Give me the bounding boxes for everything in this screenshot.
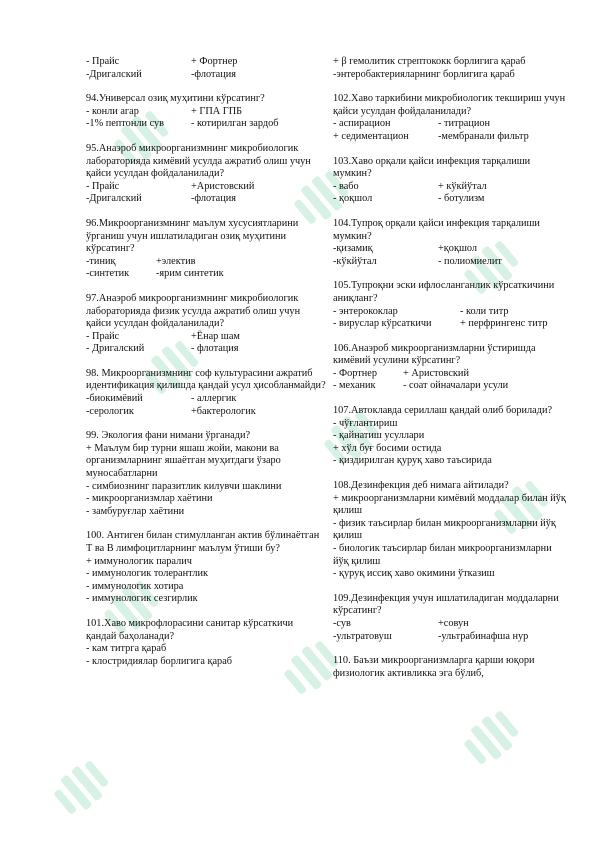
answer-option: -серологик <box>86 405 134 417</box>
answer-option: + седиментацион <box>333 130 409 142</box>
answer-pair <box>333 618 569 631</box>
answer-option: +совун <box>438 617 469 629</box>
answer-option: - Дригалский <box>86 343 145 355</box>
answer-option: - Прайс <box>86 330 120 342</box>
answer-option: -қизамиқ <box>333 243 373 255</box>
answer-option: -ультратовуш <box>333 630 392 642</box>
answer-option: - клостридиялар борлигига қараб <box>86 655 233 667</box>
answer-option: +Аристовский <box>191 180 255 192</box>
answer-option: - замбуруғлар хаётини <box>86 505 185 517</box>
question-text: 105.Тупроқни эски ифлосланганлик кўрсаткичини аниқланг? <box>333 280 555 304</box>
answer-option: - соат ойначалари усули <box>403 380 509 392</box>
answer-option: -1% пептонли сув <box>86 118 165 130</box>
answer-option: - аллергик <box>191 393 237 405</box>
answer-option: - физик таъсирлар билан микроорганизмларни йўқ қилиш <box>333 517 556 542</box>
answer-option: - коли титр <box>460 305 509 317</box>
answer-option: - иммунологик сезгирлик <box>86 593 198 605</box>
answer-option: - микроорганизмлар хаётини <box>86 493 213 505</box>
answer-option: -энтеробактерияларнинг борлигига қараб <box>333 68 515 80</box>
question-block <box>86 618 326 668</box>
question-block <box>86 218 326 281</box>
question-block <box>333 56 569 81</box>
answer-pair <box>86 106 326 119</box>
answer-pair <box>86 343 326 356</box>
question-text: 100. Антиген билан стимулланган актив бўлинаётган Т ва В лимфоцитларнинг маълум ўтиши бу? <box>86 530 320 554</box>
question-text: 95.Анаэроб микроорганизмнинг микробиологик лабораторияда кимёвий усулда ажратиб олиш учун қайси усулдан фойдаланилади? <box>86 142 311 180</box>
question-text: 97.Анаэроб микроорганизмнинг микробиологик лабораторияда физик усулда ажратиб олиш учун қайси усулдан фойдаланилади? <box>86 292 301 330</box>
question-text: 109.Дезинфекция учун ишлатиладиган моддаларни кўрсатинг? <box>333 592 559 617</box>
answer-option: + перфрингенс титр <box>460 318 548 330</box>
question-block <box>333 156 569 206</box>
answer-option: + кўкйўтал <box>438 180 487 192</box>
answer-pair <box>86 406 326 419</box>
answer-option: - вабо <box>333 180 359 192</box>
answer-option: - Фортнер <box>333 367 378 379</box>
answer-option: - титрацион <box>438 118 491 130</box>
answer-pair <box>333 318 569 331</box>
answer-pair <box>86 56 326 69</box>
answer-option: - полиомиелит <box>438 255 502 267</box>
answer-option: - флотация <box>191 343 239 355</box>
answer-option: -синтетик <box>86 268 130 280</box>
answer-pair <box>86 268 326 281</box>
answer-option: + Фортнер <box>191 56 238 67</box>
answer-option: - котирилган зардоб <box>191 118 279 130</box>
question-block <box>86 56 326 81</box>
question-text: 110. Баъзи микроорганизмларга қарши юқори физиологик активликка эга бўлиб, <box>333 655 535 679</box>
question-block <box>86 93 326 131</box>
question-block <box>333 480 569 581</box>
answer-option: - ботулизм <box>438 193 485 205</box>
question-text: 108.Дезинфекция деб нимага айтилади? <box>333 480 509 492</box>
question-text: 107.Автоклавда сериллаш қандай олиб борилади? <box>333 405 553 417</box>
question-text: 98. Микроорганизмнинг соф культурасини ажратиб идентификация қилишда қандай усул ҳисобланмайди? <box>86 367 326 392</box>
answer-option: - қоқшол <box>333 193 373 205</box>
answer-pair <box>86 256 326 269</box>
question-block <box>86 293 326 356</box>
answer-pair <box>333 131 569 144</box>
question-block <box>333 280 569 330</box>
answer-option: - конли агар <box>86 105 139 117</box>
question-block <box>333 405 569 468</box>
answer-option: -мембранали фильтр <box>438 130 529 142</box>
question-block <box>333 593 569 643</box>
answer-option: +электив <box>156 255 196 267</box>
answer-option: -Дригалский <box>86 68 142 80</box>
answer-option: - вируслар кўрсаткичи <box>333 318 432 330</box>
answer-pair <box>333 368 569 381</box>
answer-option: -ультрабинафша нур <box>438 630 529 642</box>
question-text: 94.Универсал озиқ муҳитини кўрсатинг? <box>86 93 265 105</box>
answer-option: +бактерологик <box>191 405 256 417</box>
question-block <box>86 530 326 606</box>
answer-option: - қуруқ иссиқ хаво окимини ўтказиш <box>333 568 495 580</box>
answer-option: + β гемолитик стрептококк борлигига қараб <box>333 56 526 67</box>
answer-option: -биокимёвий <box>86 393 143 405</box>
answer-pair <box>86 193 326 206</box>
answer-option: - аспирацион <box>333 118 391 130</box>
answer-option: - чўғлантириш <box>333 417 398 429</box>
answer-pair <box>333 380 569 393</box>
question-text: 104.Тупроқ орқали қайси инфекция тарқалиши мумкин? <box>333 217 540 242</box>
question-text: 106.Анаэроб микроорганизмларни ўстиришда кимёвий усулини кўрсатинг? <box>333 342 536 367</box>
answer-pair <box>86 118 326 131</box>
answer-option: + микроорганизмларни кимёвий моддалар билан йўқ қилиш <box>333 492 566 517</box>
question-block <box>333 93 569 143</box>
answer-pair <box>333 193 569 206</box>
answer-pair <box>333 243 569 256</box>
answer-option: - Прайс <box>86 56 120 67</box>
answer-option: -ярим синтетик <box>156 268 224 280</box>
answer-pair <box>333 631 569 644</box>
answer-option: + Маълум бир турни яшаш жойи, макони ва организмларнинг яшаётган муҳитдаги ўзаро муносабатларни <box>86 442 281 480</box>
question-text: 99. Экология фани нимани ўрганади? <box>86 430 251 442</box>
right-column <box>333 56 569 692</box>
answer-option: - қайнатиш усуллари <box>333 430 425 442</box>
question-block <box>86 368 326 418</box>
answer-option: -сув <box>333 617 351 629</box>
answer-option: +Ёнар шам <box>191 330 240 342</box>
answer-option: -Дригалский <box>86 193 142 205</box>
question-text: 96.Микроорганизмнинг маълум хусусиятларини ўрганиш учун ишлатиладиган озиқ муҳитини кўрсатинг? <box>86 217 299 255</box>
answer-pair <box>333 306 569 319</box>
left-column <box>86 56 326 680</box>
answer-option: -кўкйўтал <box>333 255 377 267</box>
answer-option: + Аристовский <box>403 367 469 379</box>
answer-option: - энтерококлар <box>333 305 398 317</box>
question-text: 103.Хаво орқали қайси инфекция тарқалиши мумкин? <box>333 155 531 180</box>
answer-pair <box>333 256 569 269</box>
question-block <box>333 655 569 680</box>
answer-option: - биологик таъсирлар билан микроорганизмларни йўқ қилиш <box>333 543 552 567</box>
answer-option: - симбиознинг паразитлик килувчи шаклини <box>86 480 282 492</box>
answer-option: + хўл буғ босими остида <box>333 442 442 454</box>
answer-option: + иммунологик паралич <box>86 555 192 567</box>
answer-option: - қиздирилган қуруқ хаво таъсирида <box>333 455 492 467</box>
answer-pair <box>86 181 326 194</box>
answer-pair <box>333 181 569 194</box>
answer-option: -тиниқ <box>86 255 116 267</box>
answer-option: - иммунологик хотира <box>86 580 184 592</box>
answer-pair <box>86 393 326 406</box>
answer-pair <box>86 69 326 82</box>
answer-option: - Прайс <box>86 180 120 192</box>
answer-option: - механик <box>333 380 376 392</box>
question-text: 102.Хаво таркибини микробиологик текшириш учун қайси усулдан фойдаланилади? <box>333 93 566 117</box>
answer-pair <box>86 331 326 344</box>
answer-option: - кам титрга қараб <box>86 643 167 655</box>
question-block <box>86 430 326 518</box>
question-block <box>333 343 569 393</box>
answer-option: +қоқшол <box>438 243 478 255</box>
question-block <box>86 143 326 206</box>
question-text: 101.Хаво микрофлорасини санитар кўрсаткичи қандай баҳоланади? <box>86 617 294 642</box>
answer-option: - иммунологик толерантлик <box>86 568 209 580</box>
question-block <box>333 218 569 268</box>
answer-option: -флотация <box>191 193 236 205</box>
answer-option: -флотация <box>191 68 236 80</box>
answer-option: + ГПА ГПБ <box>191 105 243 117</box>
answer-pair <box>333 118 569 131</box>
